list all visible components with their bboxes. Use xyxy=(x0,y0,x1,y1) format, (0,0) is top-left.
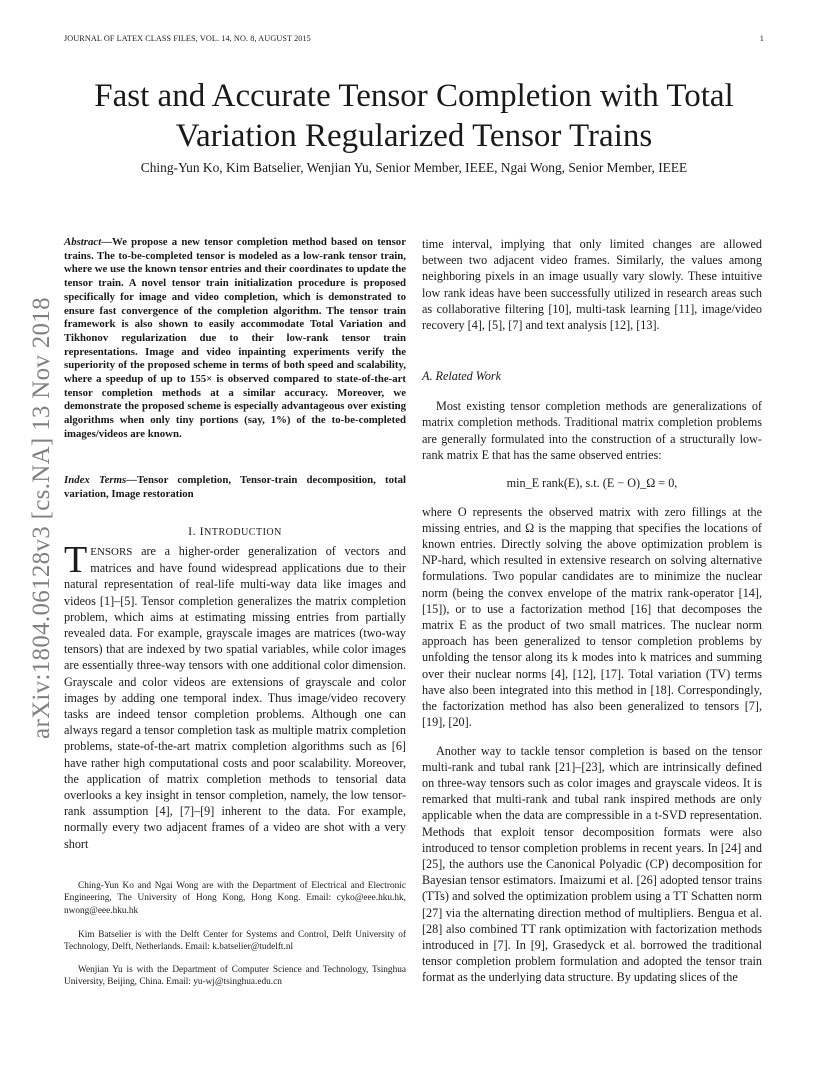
introduction-body xyxy=(64,539,406,852)
abstract xyxy=(64,236,406,442)
related-work-paragraph-2: where O represents the observed matrix with zero fillings at the missing entries, and Ω is the mapping that specifies the locations of known entries. Directly solving the above optimization problem is NP-hard, which resulted in extensive research on solving alternative formulations. Two popular candidates are to minimize the nuclear norm (being the convex envelope of the matrix rank-operator [14], [15]), or to use a factorization method [16] that decomposes the matrix E as the product of two small matrices. The nuclear norm approach has been generalized to tensor completion problems by unfolding the tensor along its k modes into k matrices and summing over their nuclear norms [4], [12], [17]. Total variation (TV) terms have also been integrated into this method in [18]. Correspondingly, the factorization method has also been generalized to tensors [7], [19], [20]. xyxy=(422,504,762,730)
drop-cap: T xyxy=(64,539,88,581)
related-work-body xyxy=(422,386,762,998)
introduction-paragraph xyxy=(64,539,406,852)
related-work-paragraph-3: Another way to tackle tensor completion is based on the tensor multi-rank and tubal rank [21]–[23], which are intrinsically defined on three-way tensors such as color images and grayscale videos. It is remarked that multi-rank and tubal rank inspired methods are only applicable when the data are compressible in a t-SVD representation. Methods that exploit tensor decomposition formats were also introduced to tensor completion problems in recent years. In [24] and [25], the authors use the Canonical Polyadic (CP) decomposition for Bayesian tensor estimators. Imaizumi et al. [26] adopted tensor trains (TTs) and solved the optimization problem using a TT Schatten norm [27] via the alternating direction method of multipliers. Bengua et al. [28] also combined TT rank optimization with factorization methods introduced in [7]. In [9], Grasedyck et al. borrowed the traditional tensor completion problem formulation and adopted the tensor train format as the underlying data structure. By updating slices of the xyxy=(422,743,762,985)
footnote-affiliation-2 xyxy=(64,929,406,954)
right-column-paragraph-1: time interval, implying that only limited changes are allowed between two adjacent video frames. Similarly, the values among neighboring pixels in an image usually vary slowly. These intuitive low rank ideas have been successfully utilized in research areas such as collaborative filtering [10], multi-task learning [11], image/video recovery [4], [5], [7] and text analysis [12], [13]. xyxy=(422,237,762,333)
rank-minimization-equation: min_E rank(E), s.t. (E − O)_Ω = 0, xyxy=(506,476,678,491)
introduction-text: are a higher-order generalization of vectors and matrices and have found widespread applications due to their natural representation of real-life multi-way data like images and videos [1]–[5]. Tensor completion generalizes the matrix completion problem, which aims at estimating missing entries from partially revealed data. For example, grayscale images are matrices (two-way tensors) that are indexed by two spatial variables, while color images are essentially three-way tensors with one additional color dimension. Grayscale and color videos are extensions of grayscale and color images by adding one temporal index. Thus image/video recovery tasks are indeed tensor completion problems. Although one can always regard a tensor completion task as multiple matrix completion problems, state-of-the-art matrix completion algorithms such as [6] have rather high computational costs and poor scalability. Moreover, the application of matrix completion methods to tensorial data overlooks a key insight in tensor completion, namely, the low tensor-rank assumption [4], [7]–[9] inherent to the data. For example, normally every two adjacent frames of a video are shot with a very short xyxy=(64,544,406,851)
subsection-heading-related-work: A. Related Work xyxy=(422,369,502,383)
paper-title xyxy=(60,76,768,156)
page-number: 1 xyxy=(759,34,764,43)
lead-word: ENSORS xyxy=(90,546,133,558)
index-terms-label: Index Terms xyxy=(64,474,127,486)
section-heading-introduction xyxy=(64,524,406,539)
footnote-1-text: Ching-Yun Ko and Ngai Wong are with the Department of Electrical and Electronic Engineering, The University of Hong Kong, Hong Kong. Email: cyko@eee.hku.hk, nwong@eee.hku.hk xyxy=(64,881,406,916)
author-list: Ching-Yun Ko, Kim Batselier, Wenjian Yu, Senior Member, IEEE, Ngai Wong, Senior Member, IEEE xyxy=(140,160,688,175)
related-work-paragraph-1: Most existing tensor completion methods are generalizations of matrix completion methods. Traditional matrix completion problems are generally formulated into the construction of a structurally low-rank matrix E that has the same observed entries: xyxy=(422,399,762,462)
journal-name: JOURNAL OF LATEX CLASS FILES, VOL. 14, NO. 8, AUGUST 2015 xyxy=(64,34,311,43)
footnote-3-text: Wenjian Yu is with the Department of Computer Science and Technology, Tsinghua University, Beijing, China. Email: yu-wj@tsinghua.edu.cn xyxy=(64,965,406,988)
footnote-affiliation-1 xyxy=(64,880,406,917)
abstract-label: Abstract xyxy=(64,236,102,248)
section-title-rest: NTRODUCTION xyxy=(204,527,282,538)
footnote-2-text: Kim Batselier is with the Delft Center for Systems and Control, Delft University of Technology, Delft, Netherlands. Email: k.batselier@tudelft.nl xyxy=(64,930,406,953)
section-title-first: I xyxy=(199,524,205,538)
index-terms-text: —Tensor completion, Tensor-train decomposition, total variation, Image restoration xyxy=(64,474,406,500)
footnote-affiliation-3 xyxy=(64,964,406,989)
index-terms xyxy=(64,474,406,501)
title-line-1: Fast and Accurate Tensor Completion with Total xyxy=(94,78,734,114)
title-line-2: Variation Regularized Tensor Trains xyxy=(175,118,653,154)
arxiv-identifier: arXiv:1804.06128v3 [cs.NA] 13 Nov 2018 xyxy=(28,297,55,739)
section-number: I. xyxy=(188,524,197,538)
running-head xyxy=(64,34,764,43)
abstract-text: —We propose a new tensor completion method based on tensor trains. The to-be-completed tensor is modeled as a low-rank tensor train, where we use the known tensor entries and their coordinates to update the tensor train. A novel tensor train initialization procedure is proposed specifically for image and video completion, which is demonstrated to ensure fast convergence of the completion algorithm. The tensor train framework is also shown to easily accommodate Total Variation and Tikhonov regularization due to their low-rank tensor train representations. Image and video inpainting experiments verify the superiority of the proposed scheme in terms of both speed and scalability, where a speedup of up to 155× is observed compared to state-of-the-art tensor completion methods at a similar accuracy. Moreover, we demonstrate the proposed scheme is especially advantageous over existing algorithms when only tiny portions (say, 1%) of the to-be-completed images/videos are known. xyxy=(64,236,406,440)
